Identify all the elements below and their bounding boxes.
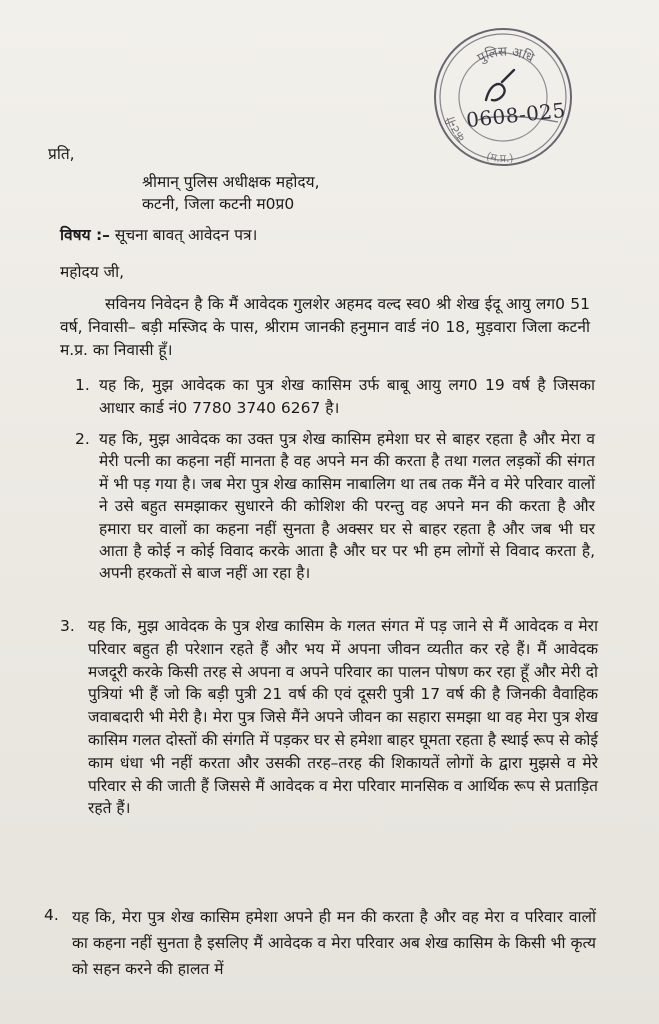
point-number: 4. (44, 906, 59, 924)
point-text: यह कि, मुझ आवेदक का उक्त पुत्र शेख कासिम हमेशा घर से बाहर रहता है और मेरा व मेरी पत्नी का कहना नहीं मानता है वह अपने मन की करता है तथा गलत लड़कों की संगत में भी पड़ गया है। जब मेरा पुत्र शेख कासिम नाबालिग था तब तक मैंने व मेरे परिवार वालों ने उसे बहुत समझाकर सुधारने की कोशिश की परन्तु वह अपने मन की करता है और हमारा घर वालों का कहना नहीं सुनता है अक्सर घर से बाहर रहता है और जब भी घर आता है कोई न कोई विवाद करके आता है और घर पर भी हम लोगों से विवाद करता है, अपनी हरकतों से बाज नहीं आ रहा है। (99, 430, 595, 583)
point-text: यह कि, मेरा पुत्र शेख कासिम हमेशा अपने ही मन की करता है और वह मेरा व परिवार वालों का कहना नहीं सुनता है इसलिए मैं आवेदक व मेरा परिवार अब शेख कासिम के किसी भी कृत्य को सहन करने की हालत में (72, 908, 596, 978)
subject-line (60, 225, 257, 245)
point-number: 1. (75, 376, 90, 394)
point-text: यह कि, मुझ आवेदक का पुत्र शेख कासिम उर्फ बाबू आयु लग0 19 वर्ष है जिसका आधार कार्ड नं0 7780 3740 6267 है। (99, 376, 595, 417)
point-4 (44, 904, 596, 982)
point-number: 2. (75, 430, 90, 448)
point-1 (75, 374, 595, 420)
point-2 (75, 428, 595, 585)
recipient-title: श्रीमान् पुलिस अधीक्षक महोदय, (142, 173, 320, 191)
point-number: 3. (60, 617, 75, 635)
stamp-text-left: कटनी (443, 114, 469, 145)
salutation: महोदय जी, (60, 263, 125, 281)
to-label: प्रति, (48, 145, 75, 163)
recipient-location: कटनी, जिला कटनी म0प्र0 (142, 195, 295, 213)
subject-key: विषय :– (60, 226, 110, 244)
stamp-seal-icon (428, 22, 578, 172)
subject-text: सूचना बावत् आवेदन पत्र। (109, 226, 258, 244)
intro-paragraph: सविनय निवेदन है कि मैं आवेदक गुलशेर अहमद वल्द स्व0 श्री शेख ईदू आयु लग0 51 वर्ष, निवासी– बड़ी मस्जिद के पास, श्रीराम जानकी हनुमान वार्ड नं0 18, मुड़वारा जिला कटनी म.प्र. का निवासी हूँ। (60, 295, 590, 359)
svg-text:पुलिस अधि (475, 44, 537, 66)
stamp-inward-number: 0608-025 (465, 97, 567, 133)
police-stamp (428, 22, 578, 172)
point-3 (60, 615, 598, 820)
point-text: यह कि, मुझ आवेदक के पुत्र शेख कासिम के गलत संगत में पड़ जाने से मैं आवेदक व मेरा परिवार बहुत ही परेशान रहते हैं और भय में अपना जीवन व्यतीत कर रहे हैं। मैं आवेदक मजदूरी करके किसी तरह से अपना व अपने परिवार का पालन पोषण कर रहा हूँ और मेरी दो पुत्रियां भी हैं जो कि बड़ी पुत्री 21 वर्ष की एवं दूसरी पुत्री 17 वर्ष की है जिनकी वैवाहिक जवाबदारी भी मेरी है। मेरा पुत्र जिसे मैंने अपने जीवन का सहारा समझा था वह मेरा पुत्र शेख कासिम गलत दोस्तों की संगति में पड़कर घर से हमेशा बाहर घूमता रहता है स्थाई रूप से कोई काम धंधा भी नहीं करता और उसकी तरह–तरह की शिकायतें लोगों के द्वारा मुझसे व मेरे परिवार से की जाती हैं जिससे मैं आवेदक व मेरा परिवार मानसिक व आर्थिक रूप से प्रताड़ित रहते हैं। (88, 617, 598, 818)
stamp-text-bottom: (म.प्र.) (484, 149, 515, 166)
stamp-text-top: पुलिस अधि (475, 44, 537, 67)
